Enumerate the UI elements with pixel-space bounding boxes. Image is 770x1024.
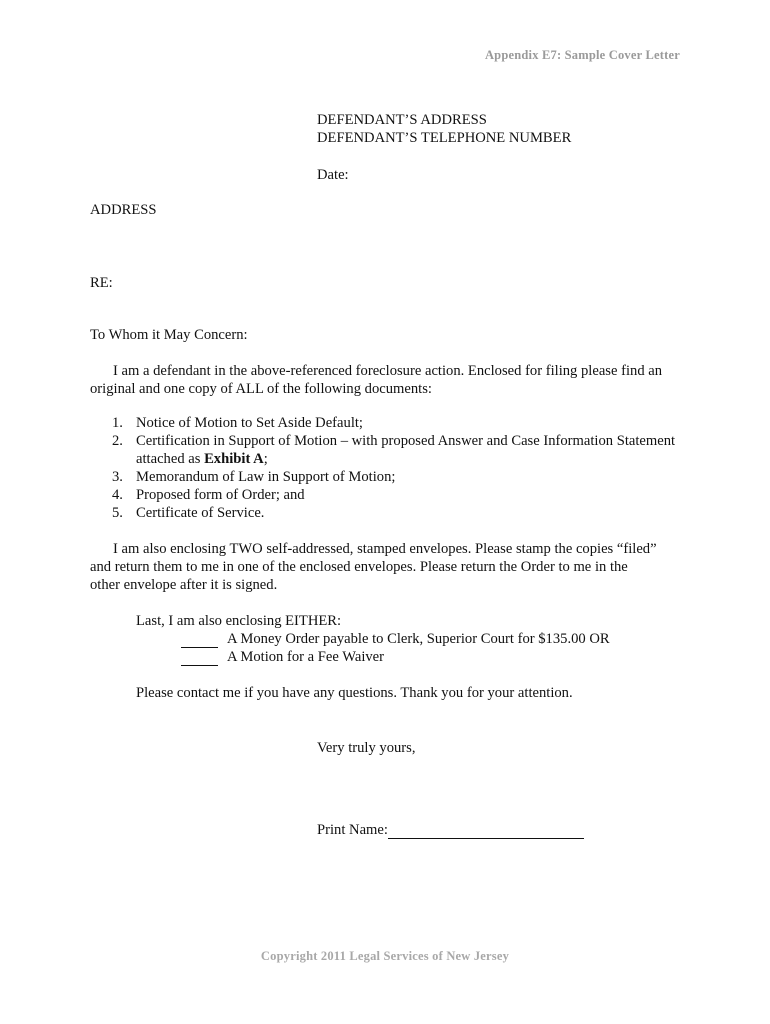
list-item-text: Certification in Support of Motion – with proposed Answer and Case Information Statement xyxy=(136,433,676,449)
list-item-text: Notice of Motion to Set Aside Default; xyxy=(136,415,363,431)
checkbox-blank-fee-waiver[interactable] xyxy=(181,651,218,666)
list-item-text: Memorandum of Law in Support of Motion; xyxy=(136,469,396,485)
closing-salutation: Very truly yours, xyxy=(317,740,416,756)
list-item xyxy=(112,432,712,468)
print-name-field xyxy=(317,821,584,839)
closing-paragraph: Please contact me if you have any questions. Thank you for your attention. xyxy=(136,685,573,701)
envelopes-line-1: I am also enclosing TWO self-addressed, stamped envelopes. Please stamp the copies “filed” xyxy=(113,541,657,557)
intro-line-2: original and one copy of ALL of the following documents: xyxy=(90,381,432,397)
date-label: Date: xyxy=(317,167,349,183)
list-item xyxy=(112,504,712,522)
list-item-text: Proposed form of Order; and xyxy=(136,487,305,503)
option-fee-waiver xyxy=(181,648,384,666)
option-fee-waiver-label: A Motion for a Fee Waiver xyxy=(227,649,385,665)
re-label: RE: xyxy=(90,275,113,291)
list-item-number: 1. xyxy=(112,415,123,431)
continuation-prefix: attached as xyxy=(136,451,205,467)
list-item xyxy=(112,414,712,432)
page-header: Appendix E7: Sample Cover Letter xyxy=(484,48,680,62)
salutation: To Whom it May Concern: xyxy=(90,327,248,343)
checkbox-blank-money-order[interactable] xyxy=(181,633,218,648)
list-item-number: 5. xyxy=(112,505,123,521)
sender-telephone: DEFENDANT’S TELEPHONE NUMBER xyxy=(317,130,572,146)
list-item-continuation xyxy=(136,451,268,467)
page-footer: Copyright 2011 Legal Services of New Jersey xyxy=(260,949,510,963)
list-item xyxy=(112,486,712,504)
recipient-address: ADDRESS xyxy=(90,202,157,218)
list-item-number: 4. xyxy=(112,487,123,503)
print-name-label: Print Name: xyxy=(317,822,388,838)
document-list xyxy=(112,414,712,522)
option-money-order xyxy=(181,630,610,648)
list-item-number: 2. xyxy=(112,433,123,449)
continuation-suffix: ; xyxy=(263,451,268,467)
list-item-number: 3. xyxy=(112,469,123,485)
intro-line-1: I am a defendant in the above-referenced foreclosure action. Enclosed for filing please find an xyxy=(113,363,663,379)
sender-address: DEFENDANT’S ADDRESS xyxy=(317,112,487,128)
envelopes-line-2: and return them to me in one of the enclosed envelopes. Please return the Order to me in the xyxy=(90,559,628,575)
envelopes-line-3: other envelope after it is signed. xyxy=(90,577,278,593)
either-intro: Last, I am also enclosing EITHER: xyxy=(136,613,342,629)
print-name-line[interactable] xyxy=(388,824,584,839)
exhibit-label: Exhibit A xyxy=(204,451,264,467)
list-item xyxy=(112,468,712,486)
option-money-order-label: A Money Order payable to Clerk, Superior Court for $135.00 OR xyxy=(227,631,610,647)
list-item-text: Certificate of Service. xyxy=(136,505,265,521)
